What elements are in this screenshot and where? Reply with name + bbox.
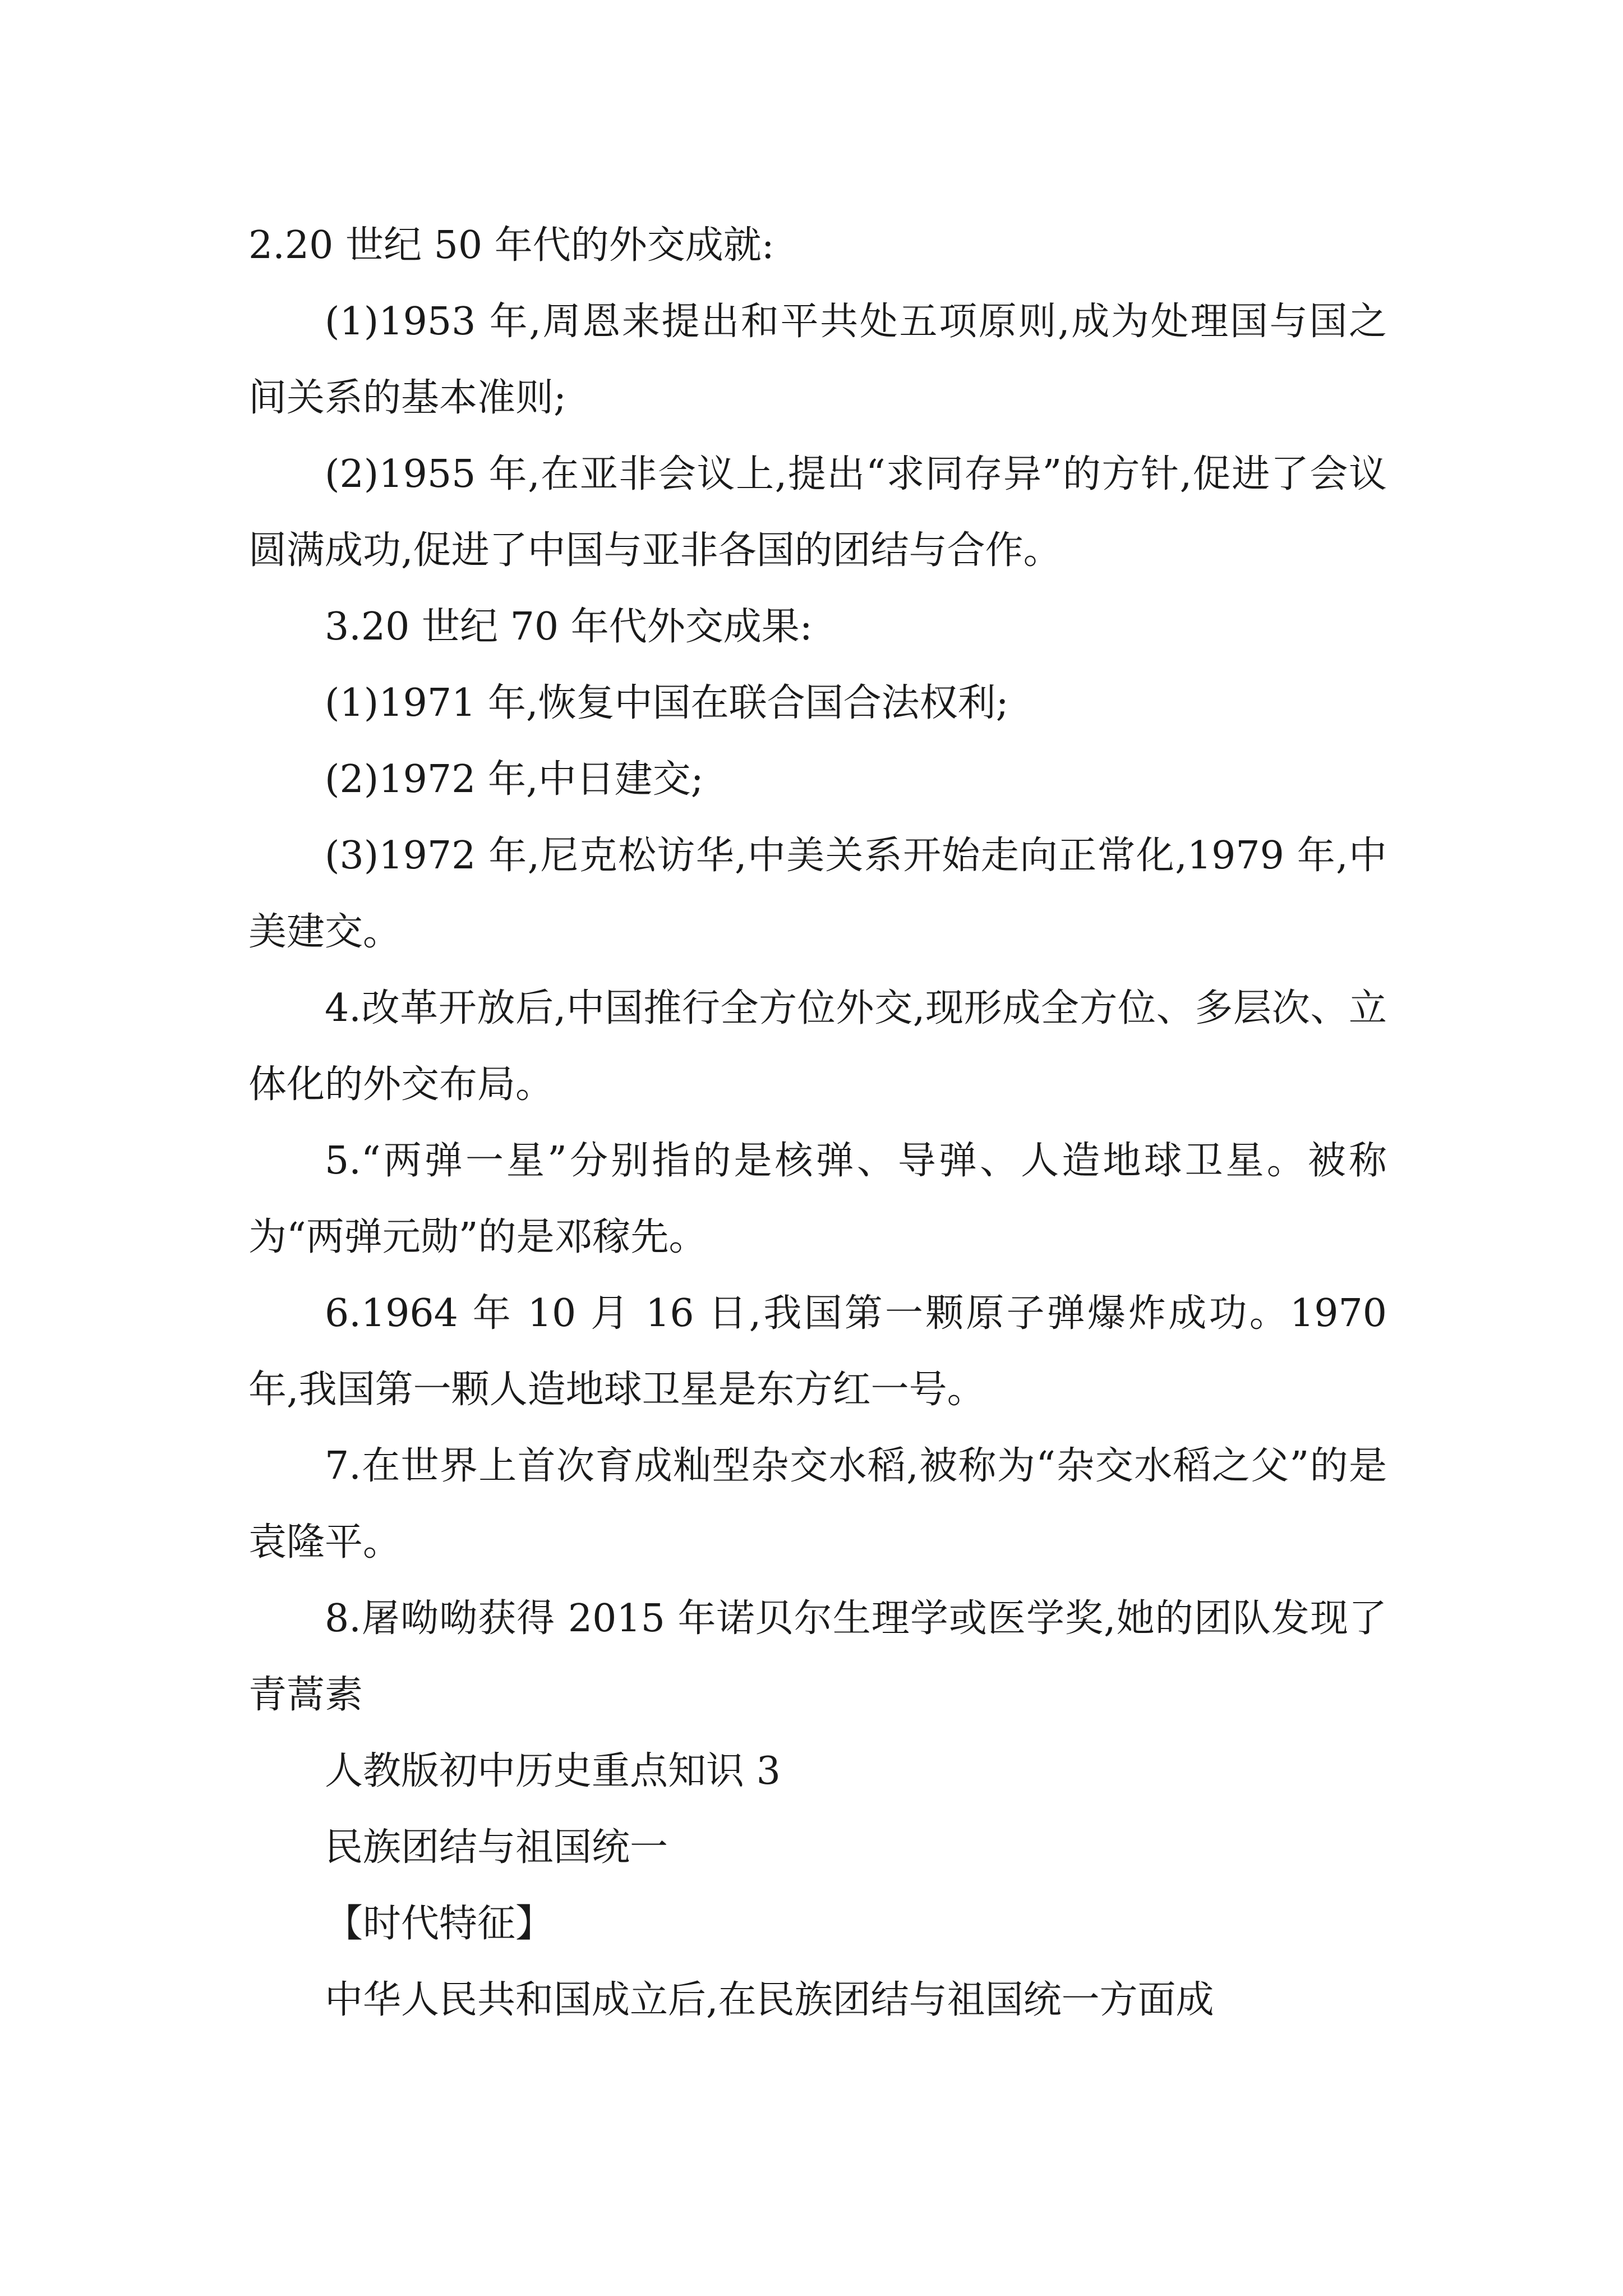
paragraph: (3)1972 年,尼克松访华,中美关系开始走向正常化,1979 年,中美建交。 [248, 834, 1387, 954]
document-body [248, 208, 1387, 2039]
paragraph: 5.“两弹一星”分别指的是核弹、导弹、人造地球卫星。被称为“两弹元勋”的是邓稼先。 [248, 1139, 1387, 1259]
subsection-heading: 【时代特征】 [325, 1902, 554, 1946]
paragraph: (1)1953 年,周恩来提出和平共处五项原则,成为处理国与国之间关系的基本准则; [248, 300, 1387, 420]
paragraph: (2)1955 年,在亚非会议上,提出“求同存异”的方针,促进了会议圆满成功,促进了中国与亚非各国的团结与合作。 [248, 452, 1387, 573]
paragraph: 2.20 世纪 50 年代的外交成就: [248, 223, 774, 268]
paragraph: (2)1972 年,中日建交; [325, 757, 704, 802]
paragraph: (1)1971 年,恢复中国在联合国合法权利; [325, 681, 1009, 725]
paragraph: 4.改革开放后,中国推行全方位外交,现形成全方位、多层次、立体化的外交布局。 [248, 986, 1387, 1107]
document-title: 人教版初中历史重点知识 3 [325, 1749, 781, 1793]
section-title: 民族团结与祖国统一 [325, 1825, 668, 1870]
paragraph: 8.屠呦呦获得 2015 年诺贝尔生理学或医学奖,她的团队发现了青蒿素 [248, 1596, 1387, 1717]
section-heading: 3.20 世纪 70 年代外交成果: [325, 605, 813, 649]
paragraph: 7.在世界上首次育成籼型杂交水稻,被称为“杂交水稻之父”的是袁隆平。 [248, 1444, 1387, 1565]
paragraph: 6.1964 年 10 月 16 日,我国第一颗原子弹爆炸成功。1970 年,我国第一颗人造地球卫星是东方红一号。 [248, 1291, 1387, 1412]
paragraph: 中华人民共和国成立后,在民族团结与祖国统一方面成 [325, 1978, 1214, 2022]
